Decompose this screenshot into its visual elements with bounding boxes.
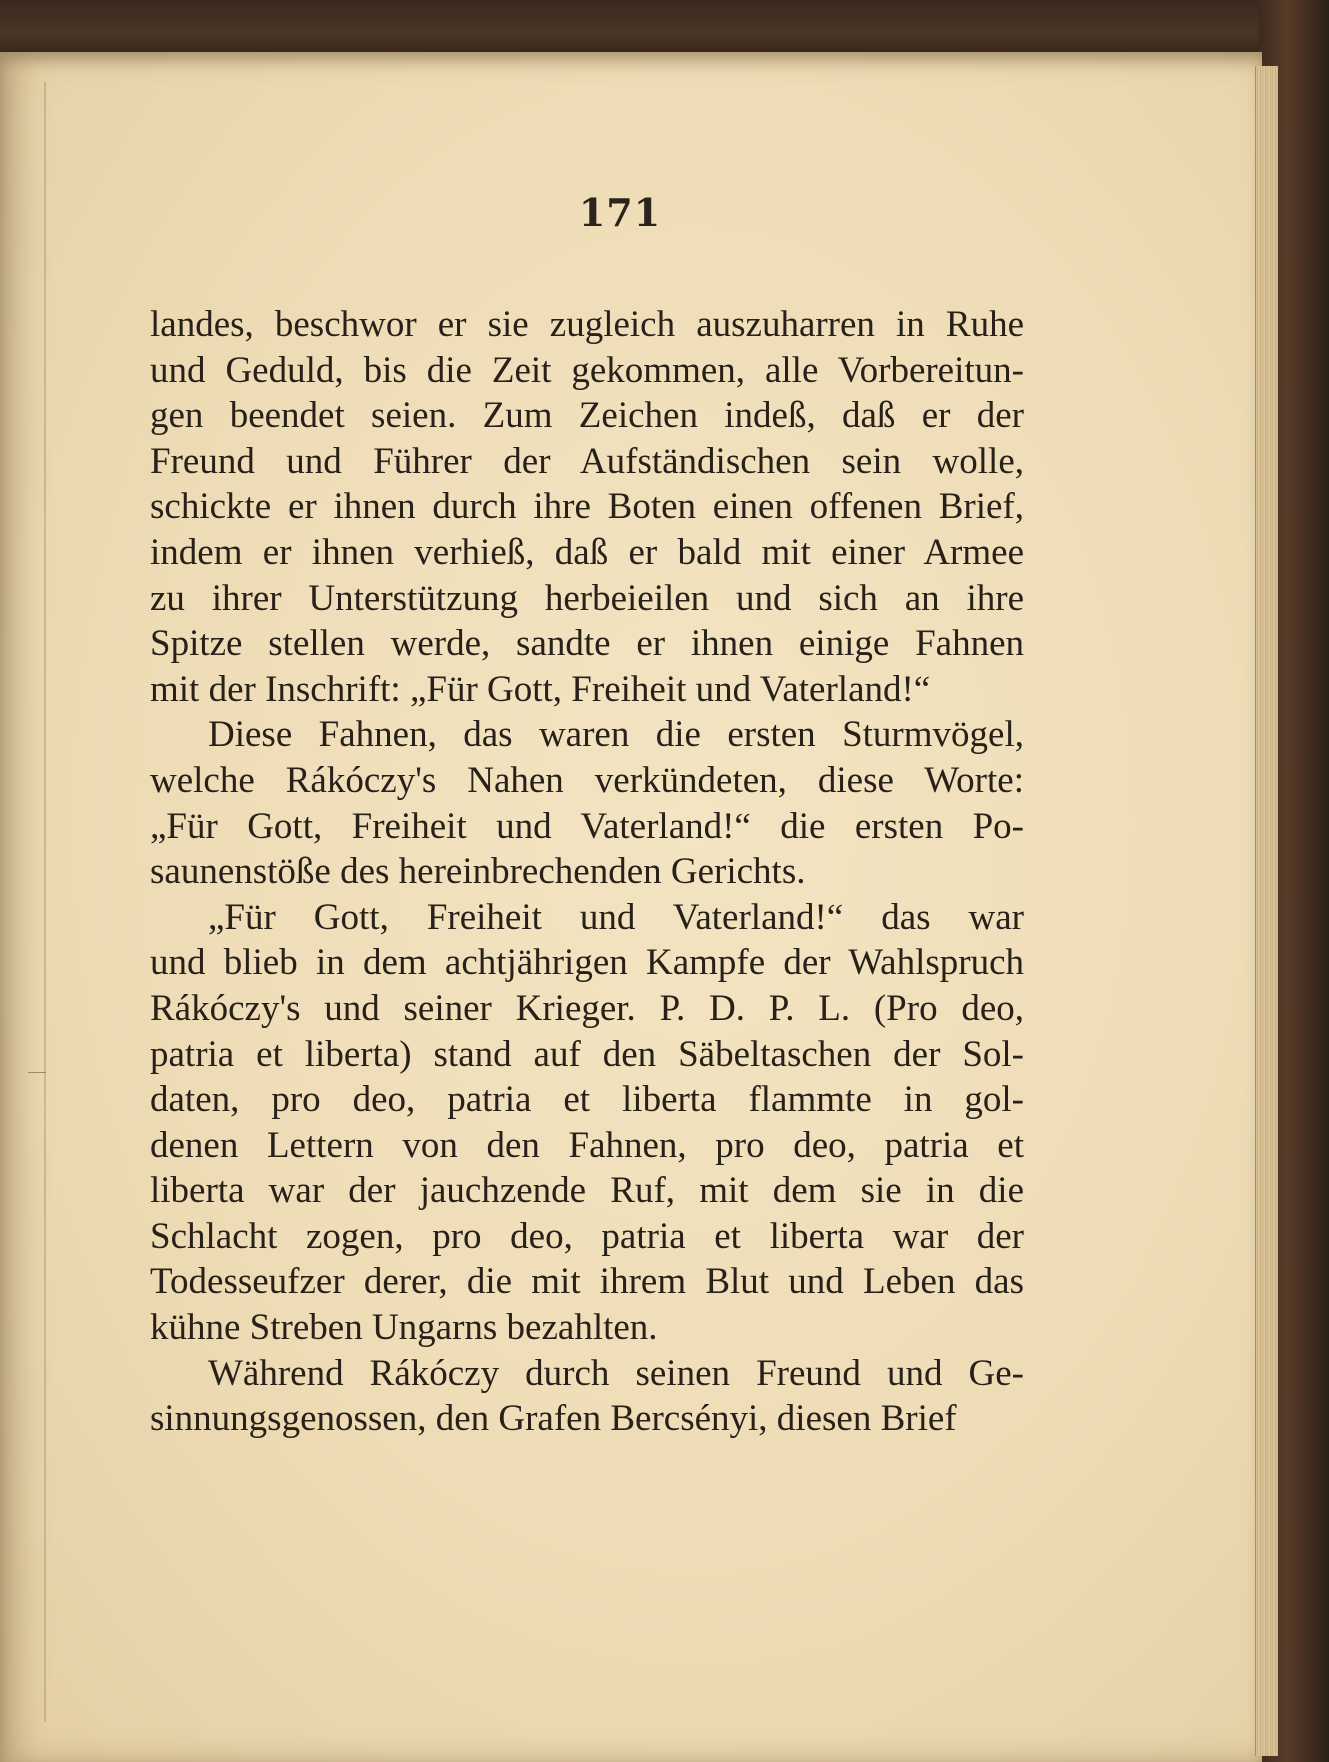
text-line: und Geduld, bis die Zeit gekommen, alle Vorbereitun- — [150, 349, 1024, 391]
text-line: denen Lettern von den Fahnen, pro deo, patria et — [150, 1124, 1024, 1166]
text-line: und blieb in dem achtjährigen Kampfe der Wahlspruch — [150, 942, 1024, 984]
page-number: 171 — [578, 190, 662, 235]
text-line: mit der Inschrift: „Für Gott, Freiheit und Vaterland!“ — [150, 668, 931, 710]
text-line: Diese Fahnen, das waren die ersten Sturmvögel, — [208, 714, 1024, 756]
text-line: Todesseufzer derer, die mit ihrem Blut und Leben das — [150, 1261, 1024, 1303]
body-text — [150, 302, 1024, 1442]
text-line: indem er ihnen verhieß, daß er bald mit einer Armee — [150, 531, 1024, 573]
text-line: Rákóczy's und seiner Krieger. P. D. P. L. (Pro deo, — [150, 987, 1024, 1029]
text-line: saunenstöße des hereinbrechenden Gerichts. — [150, 851, 806, 893]
text-line: landes, beschwor er sie zugleich auszuharren in Ruhe — [150, 304, 1024, 345]
text-line: „Für Gott, Freiheit und Vaterland!“ das war — [208, 896, 1024, 938]
text-line: Schlacht zogen, pro deo, patria et liberta war der — [150, 1215, 1024, 1257]
text-line: „Für Gott, Freiheit und Vaterland!“ die ersten Po- — [150, 805, 1024, 847]
text-line: sinnungsgenossen, den Grafen Bercsényi, diesen Brief — [150, 1398, 957, 1440]
text-line: Spitze stellen werde, sandte er ihnen einige Fahnen — [150, 623, 1024, 665]
text-line: kühne Streben Ungarns bezahlten. — [150, 1307, 658, 1349]
text-line: gen beendet seien. Zum Zeichen indeß, daß er der — [150, 395, 1024, 437]
text-line: zu ihrer Unterstützung herbeieilen und sich an ihre — [150, 577, 1024, 619]
text-line: schickte er ihnen durch ihre Boten einen offenen Brief, — [150, 486, 1024, 528]
text-line: welche Rákóczy's Nahen verkündeten, diese Worte: — [150, 759, 1024, 801]
text-line: Freund und Führer der Aufständischen sein wolle, — [150, 440, 1024, 482]
page-edges — [1255, 66, 1278, 1756]
gutter-crease — [44, 82, 46, 1722]
gutter-mark — [28, 1072, 46, 1073]
text-line: liberta war der jauchzende Ruf, mit dem sie in die — [150, 1170, 1024, 1212]
text-line: Während Rákóczy durch seinen Freund und Ge- — [208, 1352, 1024, 1394]
text-line: daten, pro deo, patria et liberta flammte in gol- — [150, 1079, 1024, 1121]
text-line: patria et liberta) stand auf den Säbeltaschen der Sol- — [150, 1033, 1024, 1075]
